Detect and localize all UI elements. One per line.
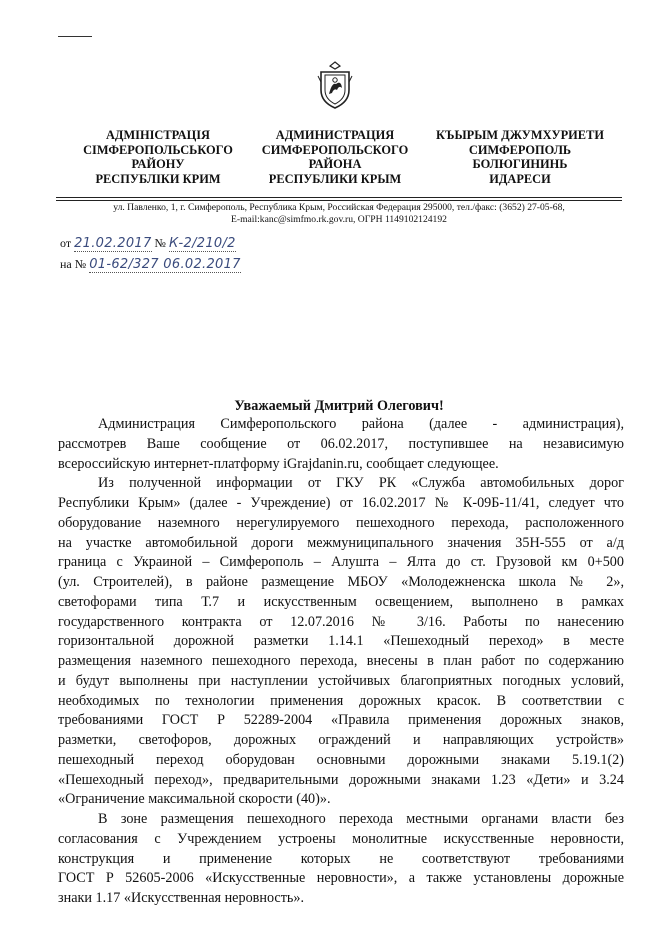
header-divider — [56, 200, 622, 201]
org-name-russian: АДМИНИСТРАЦИЯ СИМФЕРОПОЛЬСКОГО РАЙОНА РЕСПУБЛИКИ КРЫМ — [261, 128, 409, 186]
corner-mark — [58, 36, 92, 37]
body-line: требованиями ГОСТ Р 52289-2004 «Правила применения дорожных знаков, — [58, 712, 624, 729]
org-name-crimean-tatar: КЪЫРЫМ ДЖУМХУРИЕТИ СИМФЕРОПОЛЬ БОЛЮГИНИНЬ ИДАРЕСИ — [436, 128, 604, 186]
incoming-reference: на № 01-62/327 06.02.2017 — [60, 257, 241, 272]
body-line: Республики Крым» (далее - Учреждение) от 16.02.2017 № К-09Б-11/41, следует что — [58, 495, 624, 511]
body-line: необходимых по технологии применения дорожных красок. В соответствии с — [58, 692, 624, 709]
outgoing-number: К-2/210/2 — [168, 236, 236, 251]
body-line: пешеходный переход оборудован основными дорожными знаками 5.19.1(2) — [58, 751, 624, 768]
body-line: В зоне размещения пешеходного перехода местными органами власти без — [98, 811, 624, 827]
body-line: согласования с Учреждением устроены монолитные искусственные неровности, — [58, 830, 624, 847]
org-name-ukrainian: АДМІНІСТРАЦІЯ СІМФЕРОПОЛЬСЬКОГО РАЙОНУ РЕСПУБЛІКИ КРИМ — [83, 128, 233, 186]
greeting: Уважаемый Дмитрий Олегович! — [234, 398, 444, 414]
address-line: ул. Павленко, 1, г. Симферополь, Республика Крым, Российская Федерация 295000, тел./факс: (3652) 27-05-68, — [113, 202, 565, 213]
outgoing-reference: от 21.02.2017 № К-2/210/2 — [60, 236, 236, 251]
incoming-number: 01-62/327 06.02.2017 — [89, 257, 241, 272]
body-line: знаки 1.17 «Искусственная неровность». — [58, 890, 305, 906]
body-line: на участке автомобильной дороги межмуниципального значения 35Н-555 от а/д — [58, 534, 624, 551]
letter-body — [58, 415, 624, 909]
body-line: государственного контракта от 12.07.2016 № 3/16. Работы по нанесению — [58, 613, 624, 630]
body-line: (ул. Строителей), в районе размещение МБОУ «Молодежненска школа № 2», — [58, 574, 624, 590]
body-line: конструкция и применение которых не соответствуют требованиями — [58, 850, 624, 867]
outgoing-date: 21.02.2017 — [74, 236, 152, 251]
header-divider — [56, 197, 622, 198]
body-line: размещения наземного пешеходного перехода, внесены в план работ по содержанию — [58, 653, 624, 669]
body-line: оборудование наземного нерегулируемого пешеходного перехода, расположенного — [58, 514, 624, 531]
body-line: «Пешеходный переход», предварительными дорожными знаками 1.23 «Дети» и 3.24 — [58, 771, 624, 788]
body-line: Из полученной информации от ГКУ РК «Служба автомобильных дорог — [98, 475, 624, 492]
body-line: всероссийскую интернет-платформу iGrajdanin.ru, сообщает следующее. — [58, 455, 499, 472]
body-line: Администрация Симферопольского района (далее - администрация), — [98, 416, 624, 432]
body-line: «Ограничение максимальной скорости (40)». — [58, 791, 331, 808]
body-line: граница с Украиной – Симферополь – Алушта – Ялта до ст. Грузовой км 0+500 — [58, 554, 624, 571]
body-line: и будут выполнены при наступлении устойчивых благоприятных погодных условий, — [58, 672, 624, 689]
body-line: ГОСТ Р 52605-2006 «Искусственные неровности», а также установлены дорожные — [58, 870, 624, 887]
body-line: горизонтальной дорожной разметки 1.14.1 «Пешеходный переход» в месте — [58, 633, 624, 650]
body-line: светофорами типа Т.7 и искусственным освещением, выполнено в рамках — [58, 593, 624, 610]
coat-of-arms-emblem — [315, 60, 355, 110]
address-block — [56, 202, 622, 225]
contact-line: E-mail:kanc@simfmo.rk.gov.ru, ОГРН 1149102124192 — [231, 213, 447, 225]
body-line: рассмотрев Ваше сообщение от 06.02.2017, поступившее на независимую — [58, 435, 624, 452]
body-line: разметки, светофоров, дорожных ограждений и направляющих устройств» — [58, 732, 624, 748]
